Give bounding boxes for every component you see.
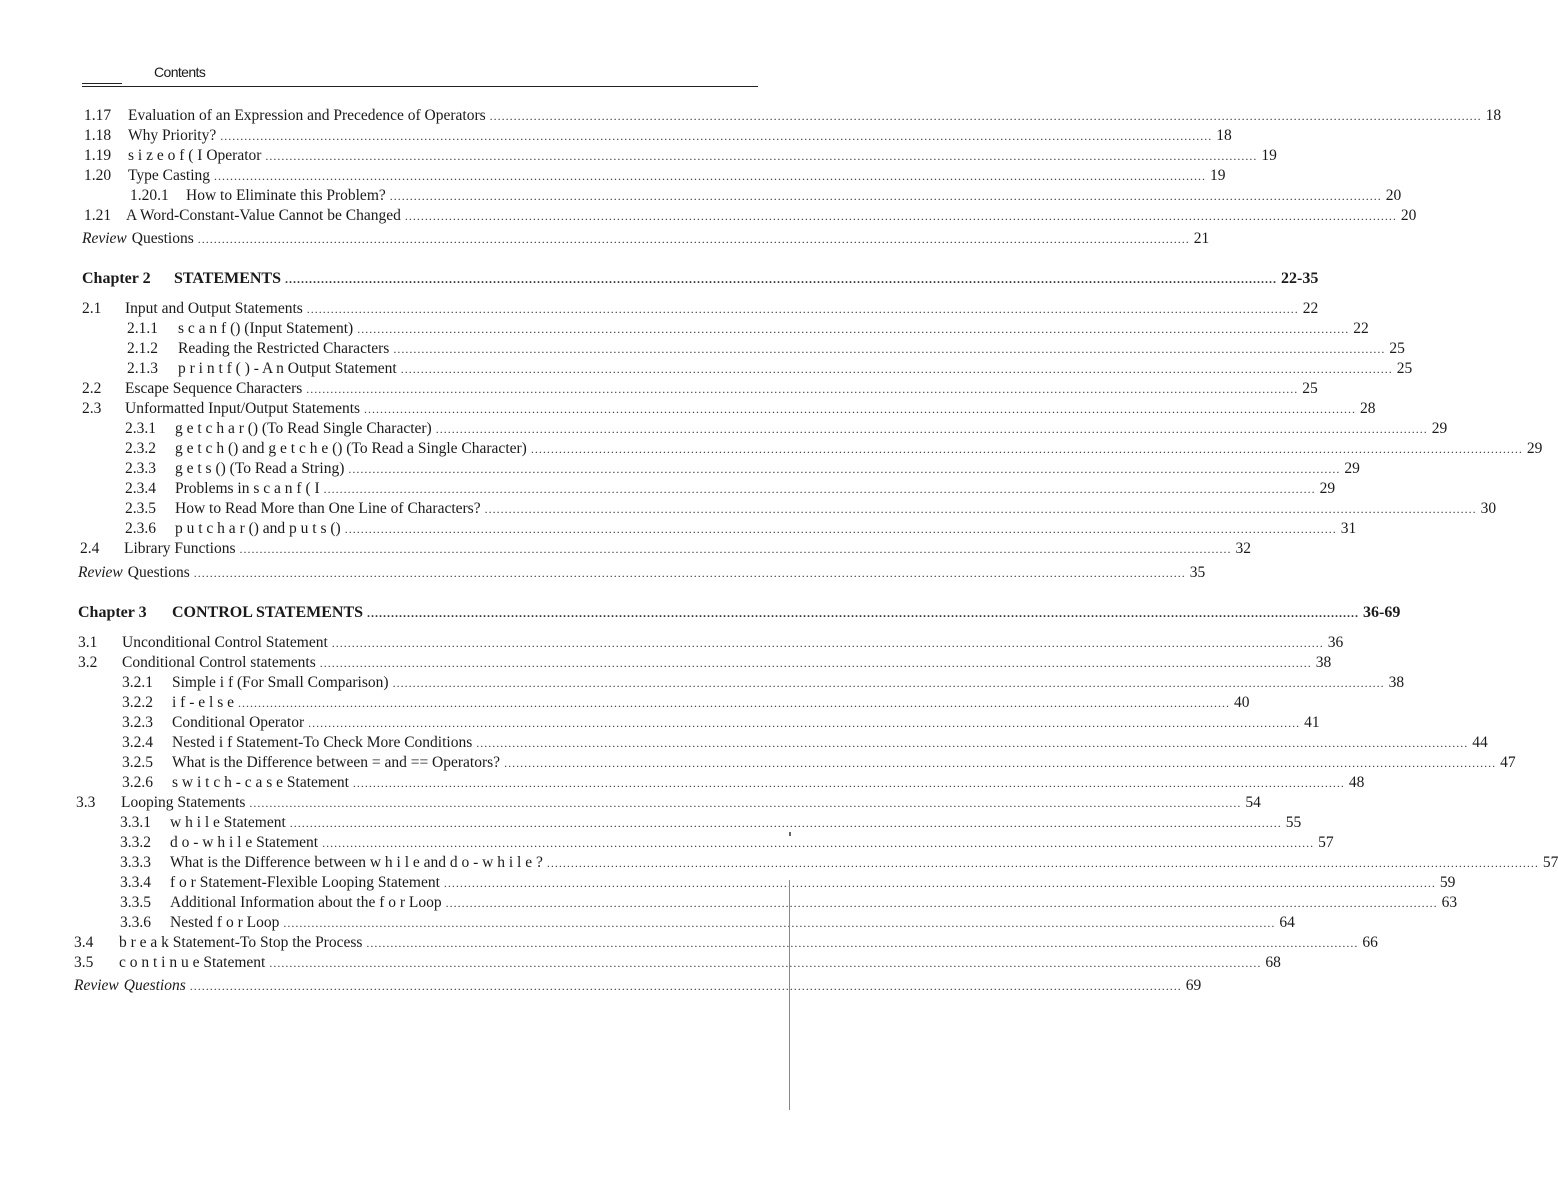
entry-title: w h i l e Statement bbox=[170, 814, 286, 831]
toc-chapter-3[interactable] bbox=[78, 603, 1401, 623]
entry-title: b r e a k Statement-To Stop the Process bbox=[119, 934, 363, 951]
entry-number: 2.1.2 bbox=[127, 340, 158, 357]
leader-dots bbox=[265, 146, 1257, 166]
entry-title: s i z e o f ( I Operator bbox=[128, 147, 262, 164]
leader-dots bbox=[320, 653, 1312, 673]
entry-title: Type Casting bbox=[128, 167, 211, 184]
leader-dots bbox=[476, 733, 1468, 753]
toc-entry[interactable] bbox=[125, 439, 1543, 459]
entry-number: 2.2 bbox=[82, 380, 102, 397]
toc-entry[interactable] bbox=[82, 379, 1318, 399]
entry-title: Looping Statements bbox=[121, 794, 246, 811]
scan-margin-mark bbox=[789, 832, 791, 836]
entry-title: Problems in s c a n f ( I bbox=[175, 480, 320, 497]
entry-title: Library Functions bbox=[124, 540, 236, 557]
entry-title: Unformatted Input/Output Statements bbox=[125, 400, 361, 417]
entry-title: A Word-Constant-Value Cannot be Changed bbox=[126, 207, 401, 224]
entry-review-word: Review bbox=[78, 564, 123, 581]
entry-page: 29 bbox=[1526, 440, 1543, 457]
entry-page: 25 bbox=[1389, 340, 1405, 357]
entry-title: Questions bbox=[123, 977, 186, 994]
entry-title: i f - e l s e bbox=[172, 694, 234, 711]
entry-number: 3.3 bbox=[76, 794, 96, 811]
entry-page: 31 bbox=[1340, 520, 1357, 537]
toc-entry[interactable] bbox=[122, 713, 1320, 733]
leader-dots bbox=[240, 539, 1232, 559]
entry-number: 2.3.3 bbox=[125, 460, 156, 477]
entry-page: 32 bbox=[1235, 540, 1251, 557]
entry-title: Nested f o r Loop bbox=[170, 914, 280, 931]
toc-entry[interactable] bbox=[78, 653, 1332, 673]
entry-number: 2.3 bbox=[82, 400, 102, 417]
entry-number: 2.1.3 bbox=[127, 360, 158, 377]
chapter-number: Chapter 3 bbox=[78, 604, 147, 621]
toc-entry[interactable] bbox=[120, 833, 1334, 853]
toc-entry[interactable] bbox=[120, 853, 1558, 873]
entry-number: 3.2 bbox=[78, 654, 98, 671]
entry-title: g e t c h () and g e t c h e () (To Read a Single Character) bbox=[175, 440, 527, 457]
entry-page: 47 bbox=[1500, 754, 1516, 771]
entry-number: 3.3.4 bbox=[120, 874, 151, 891]
leader-dots bbox=[220, 126, 1212, 146]
entry-page: 29 bbox=[1431, 420, 1448, 437]
leader-dots bbox=[198, 229, 1190, 249]
leader-dots bbox=[401, 359, 1393, 379]
entry-title: s c a n f () (Input Statement) bbox=[178, 320, 354, 337]
entry-number: 2.3.5 bbox=[125, 500, 156, 517]
toc-entry[interactable] bbox=[130, 186, 1402, 206]
toc-entry[interactable] bbox=[125, 519, 1357, 539]
entry-page: 28 bbox=[1360, 400, 1376, 417]
entry-page: 54 bbox=[1245, 794, 1261, 811]
entry-review-word: Review bbox=[82, 230, 127, 247]
entry-number: 3.3.3 bbox=[120, 854, 151, 871]
toc-entry[interactable] bbox=[82, 399, 1376, 419]
entry-title: f o r Statement-Flexible Looping Statement bbox=[170, 874, 440, 891]
leader-dots bbox=[269, 953, 1261, 973]
entry-page: 38 bbox=[1388, 674, 1405, 691]
entry-title: Questions bbox=[127, 564, 190, 581]
toc-entry[interactable] bbox=[84, 206, 1417, 226]
leader-dots bbox=[285, 269, 1277, 289]
entry-page: 66 bbox=[1362, 934, 1378, 951]
entry-page: 25 bbox=[1396, 360, 1413, 377]
toc-entry[interactable] bbox=[120, 913, 1295, 933]
entry-title: p r i n t f ( ) - A n Output Statement bbox=[178, 360, 397, 377]
toc-entry[interactable] bbox=[122, 693, 1250, 713]
leader-dots bbox=[194, 563, 1186, 583]
entry-title: How to Eliminate this Problem? bbox=[186, 187, 386, 204]
entry-page: 29 bbox=[1319, 480, 1336, 497]
entry-number: 1.20 bbox=[84, 167, 112, 184]
entry-number: 2.1.1 bbox=[127, 320, 158, 337]
leader-dots bbox=[353, 773, 1345, 793]
leader-dots bbox=[283, 913, 1275, 933]
entry-number: 3.2.6 bbox=[122, 774, 153, 791]
leader-dots bbox=[324, 479, 1316, 499]
leader-dots bbox=[306, 379, 1298, 399]
entry-number: 1.21 bbox=[84, 207, 112, 224]
toc-entry[interactable] bbox=[80, 539, 1251, 559]
entry-page: 40 bbox=[1233, 694, 1250, 711]
entry-page: 30 bbox=[1480, 500, 1497, 517]
entry-title: c o n t i n u e Statement bbox=[119, 954, 266, 971]
entry-page: 22 bbox=[1302, 300, 1319, 317]
leader-dots bbox=[308, 713, 1300, 733]
toc-entry[interactable] bbox=[122, 673, 1405, 693]
leader-dots bbox=[366, 933, 1358, 953]
entry-title: Simple i f (For Small Comparison) bbox=[172, 674, 389, 691]
leader-dots bbox=[332, 633, 1324, 653]
leader-dots bbox=[290, 813, 1282, 833]
chapter-title: STATEMENTS bbox=[174, 270, 281, 287]
entry-title: Questions bbox=[131, 230, 194, 247]
toc-entry[interactable] bbox=[84, 146, 1277, 166]
leader-dots bbox=[307, 299, 1299, 319]
entry-title: Reading the Restricted Characters bbox=[178, 340, 390, 357]
toc-entry[interactable] bbox=[127, 339, 1405, 359]
entry-page: 21 bbox=[1193, 230, 1210, 247]
entry-number: 2.3.2 bbox=[125, 440, 156, 457]
entry-title: Conditional Operator bbox=[172, 714, 305, 731]
toc-entry[interactable] bbox=[125, 479, 1336, 499]
entry-number: 3.2.3 bbox=[122, 714, 153, 731]
entry-number: 3.2.1 bbox=[122, 674, 153, 691]
leader-dots bbox=[322, 833, 1314, 853]
leader-dots bbox=[444, 873, 1436, 893]
leader-dots bbox=[367, 603, 1359, 623]
toc-entry[interactable] bbox=[84, 106, 1502, 126]
toc-entry[interactable] bbox=[125, 499, 1497, 519]
entry-page: 19 bbox=[1261, 147, 1277, 164]
entry-page: 44 bbox=[1472, 734, 1488, 751]
entry-number: 2.3.1 bbox=[125, 420, 156, 437]
toc-entry-review[interactable] bbox=[82, 229, 1210, 249]
toc-entry[interactable] bbox=[127, 319, 1369, 339]
toc-entry[interactable] bbox=[84, 166, 1226, 186]
chapter-page-range: 36-69 bbox=[1363, 604, 1401, 621]
leader-dots bbox=[485, 499, 1477, 519]
toc-entry[interactable] bbox=[74, 953, 1281, 973]
leader-dots bbox=[504, 753, 1496, 773]
entry-number: 1.20.1 bbox=[130, 187, 169, 204]
toc-entry[interactable] bbox=[120, 873, 1456, 893]
entry-number: 3.3.1 bbox=[120, 814, 151, 831]
entry-number: 2.3.6 bbox=[125, 520, 156, 537]
leader-dots bbox=[249, 793, 1241, 813]
entry-title: Unconditional Control Statement bbox=[122, 634, 328, 651]
entry-title: Escape Sequence Characters bbox=[125, 380, 303, 397]
toc-entry[interactable] bbox=[120, 813, 1302, 833]
entry-number: 3.1 bbox=[78, 634, 98, 651]
entry-page: 69 bbox=[1185, 977, 1202, 994]
leader-dots bbox=[393, 673, 1385, 693]
leader-dots bbox=[393, 339, 1385, 359]
entry-title: d o - w h i l e Statement bbox=[170, 834, 319, 851]
entry-review-word: Review bbox=[74, 977, 119, 994]
leader-dots bbox=[364, 399, 1356, 419]
entry-title: Evaluation of an Expression and Precedence of Operators bbox=[128, 107, 486, 124]
toc-chapter-2[interactable] bbox=[82, 269, 1319, 289]
toc-entry[interactable] bbox=[74, 933, 1378, 953]
entry-number: 3.2.4 bbox=[122, 734, 153, 751]
toc-entry[interactable] bbox=[78, 633, 1344, 653]
toc-entry[interactable] bbox=[122, 753, 1516, 773]
leader-dots bbox=[190, 976, 1182, 996]
entry-number: 2.4 bbox=[80, 540, 100, 557]
entry-page: 55 bbox=[1285, 814, 1302, 831]
entry-title: Why Priority? bbox=[128, 127, 217, 144]
entry-number: 3.2.2 bbox=[122, 694, 153, 711]
entry-page: 20 bbox=[1385, 187, 1402, 204]
chapter-page-range: 22-35 bbox=[1281, 270, 1319, 287]
entry-title: Nested i f Statement-To Check More Conditions bbox=[172, 734, 473, 751]
entry-page: 41 bbox=[1304, 714, 1320, 731]
entry-page: 57 bbox=[1542, 854, 1558, 871]
toc-entry[interactable] bbox=[122, 773, 1365, 793]
entry-page: 38 bbox=[1315, 654, 1332, 671]
entry-number: 3.3.2 bbox=[120, 834, 151, 851]
toc-entry-review[interactable] bbox=[74, 976, 1202, 996]
toc-entry[interactable] bbox=[84, 126, 1232, 146]
entry-title: p u t c h a r () and p u t s () bbox=[175, 520, 341, 537]
toc-entry-review[interactable] bbox=[78, 563, 1206, 583]
toc-entry[interactable] bbox=[127, 359, 1413, 379]
toc-entry[interactable] bbox=[125, 419, 1448, 439]
entry-page: 64 bbox=[1279, 914, 1295, 931]
entry-page: 18 bbox=[1216, 127, 1232, 144]
entry-number: 3.4 bbox=[74, 934, 94, 951]
entry-title: Conditional Control statements bbox=[122, 654, 316, 671]
leader-dots bbox=[238, 693, 1230, 713]
entry-page: 20 bbox=[1400, 207, 1417, 224]
toc-entry[interactable] bbox=[82, 299, 1319, 319]
entry-title: g e t s () (To Read a String) bbox=[175, 460, 345, 477]
leader-dots bbox=[348, 459, 1340, 479]
leader-dots bbox=[390, 186, 1382, 206]
entry-number: 3.3.6 bbox=[120, 914, 151, 931]
entry-page: 29 bbox=[1344, 460, 1360, 477]
toc-entry[interactable] bbox=[122, 733, 1488, 753]
entry-number: 1.17 bbox=[84, 107, 112, 124]
entry-title: What is the Difference between = and == Operators? bbox=[172, 754, 501, 771]
toc-entry[interactable] bbox=[125, 459, 1360, 479]
entry-page: 59 bbox=[1439, 874, 1456, 891]
entry-page: 36 bbox=[1327, 634, 1344, 651]
toc-entry[interactable] bbox=[120, 893, 1458, 913]
leader-dots bbox=[547, 853, 1539, 873]
entry-title: What is the Difference between w h i l e and d o - w h i l e ? bbox=[170, 854, 543, 871]
header-title: Contents bbox=[154, 64, 206, 80]
chapter-number: Chapter 2 bbox=[82, 270, 151, 287]
entry-page: 57 bbox=[1318, 834, 1334, 851]
entry-page: 18 bbox=[1485, 107, 1502, 124]
entry-page: 25 bbox=[1302, 380, 1318, 397]
entry-number: 3.3.5 bbox=[120, 894, 151, 911]
entry-page: 68 bbox=[1265, 954, 1281, 971]
entry-page: 48 bbox=[1348, 774, 1365, 791]
entry-number: 1.18 bbox=[84, 127, 112, 144]
leader-dots bbox=[436, 419, 1428, 439]
leader-dots bbox=[405, 206, 1397, 226]
entry-title: g e t c h a r () (To Read Single Character) bbox=[175, 420, 432, 437]
entry-title: Additional Information about the f o r Loop bbox=[170, 894, 442, 911]
entry-title: How to Read More than One Line of Characters? bbox=[175, 500, 481, 517]
leader-dots bbox=[490, 106, 1482, 126]
entry-page: 35 bbox=[1189, 564, 1206, 581]
scan-margin-edge bbox=[789, 880, 790, 1110]
entry-number: 3.5 bbox=[74, 954, 94, 971]
leader-dots bbox=[446, 893, 1438, 913]
entry-number: 2.1 bbox=[82, 300, 102, 317]
leader-dots bbox=[357, 319, 1349, 339]
leader-dots bbox=[345, 519, 1337, 539]
toc-entry[interactable] bbox=[76, 793, 1261, 813]
leader-dots bbox=[531, 439, 1523, 459]
entry-title: Input and Output Statements bbox=[125, 300, 303, 317]
entry-number: 1.19 bbox=[84, 147, 112, 164]
leader-dots bbox=[214, 166, 1206, 186]
entry-page: 22 bbox=[1353, 320, 1369, 337]
chapter-title: CONTROL STATEMENTS bbox=[172, 604, 364, 621]
entry-title: s w i t c h - c a s e Statement bbox=[172, 774, 349, 791]
entry-page: 63 bbox=[1441, 894, 1458, 911]
entry-number: 2.3.4 bbox=[125, 480, 156, 497]
entry-number: 3.2.5 bbox=[122, 754, 153, 771]
entry-page: 19 bbox=[1210, 167, 1226, 184]
